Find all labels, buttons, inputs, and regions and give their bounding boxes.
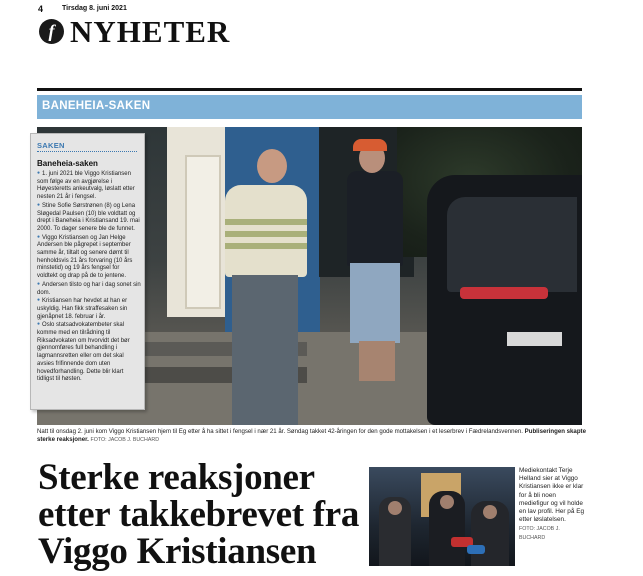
caption-lead: Natt til onsdag 2. juni kom Viggo Kristiansen hjem til Eg etter å ha sittet i fengsel i nær 21 år. Søndag takket 42-åringen for den gode mottakelsen i et leserbrev i Fædrelandsvennen. — [37, 428, 523, 435]
cap — [353, 139, 387, 151]
person-left-jeans — [232, 275, 298, 425]
fact-box-rule — [37, 151, 137, 152]
headline-line: etter takkebrevet fra — [38, 494, 360, 535]
headline-line: Sterke reaksjoner — [38, 457, 315, 498]
person-left-head — [257, 149, 287, 183]
side-photo-credit: FOTO: JACOB J. BUCHARD — [519, 526, 560, 541]
fact-box-body — [37, 170, 141, 384]
issue-date: Tirsdag 8. juni 2021 — [62, 5, 127, 12]
person-right-legs — [359, 341, 395, 381]
fact-box-heading: SAKEN — [37, 141, 65, 150]
house-door — [185, 155, 221, 309]
face — [483, 505, 497, 519]
headline-line: Viggo Kristiansen — [38, 531, 317, 572]
fact-item: ● Viggo Kristiansen og Jan Helge Andersen ble pågrepet i september samme år, tiltalt og senere dømt til henholdsvis 21 års forvaring (10 års minstetid) og 19 års fengsel for voldtekt og drap på de to jentene. — [37, 234, 141, 281]
fact-item: ● Kristiansen har hevdet at han er uskyldig. Han fikk straffesaken sin gjenåpnet 18. februar i år. — [37, 297, 141, 321]
microphone — [467, 545, 485, 554]
photo-credit: FOTO: JACOB J. BUCHARD — [90, 437, 160, 444]
page-number: 4 — [38, 4, 44, 14]
face — [388, 501, 402, 515]
photo-caption — [37, 428, 587, 445]
article-headline — [38, 459, 368, 570]
person-right — [347, 171, 403, 266]
section-banner — [37, 95, 582, 119]
car-taillight — [460, 287, 548, 299]
fact-item: ● Andersen tilsto og har i dag sonet sin dom. — [37, 281, 141, 297]
section-masthead: NYHETER — [70, 14, 231, 49]
caption-bold: Publiseringen skapte sterke reaksjoner. — [37, 428, 586, 444]
face — [440, 495, 454, 509]
fact-item: ● Stine Sofie Sørstrønen (8) og Lena Sløgedal Paulsen (10) ble voldtatt og drept i Baneheia i Kristiansand 19. mai 2000. To dager senere ble de funnet. — [37, 202, 141, 234]
masthead-rule — [37, 88, 582, 91]
newspaper-logo — [39, 19, 64, 44]
shirt-stripe — [225, 219, 307, 225]
fact-box — [30, 133, 145, 410]
fact-box-title: Baneheia-saken — [37, 159, 98, 168]
person-right-shorts — [350, 263, 400, 343]
shirt-stripe — [225, 243, 307, 249]
secondary-photo — [369, 467, 515, 566]
logo-letter: f — [48, 21, 55, 41]
side-caption-text: Mediekontakt Terje Helland sier at Viggo Kristiansen ikke er klar for å bli noen mediefigur og vil holde en lav profil. Her på Eg etter løslatelsen. — [519, 467, 585, 524]
car-window — [447, 197, 577, 292]
license-plate — [507, 332, 562, 346]
fact-item: ● 1. juni 2021 ble Viggo Kristiansen som følge av en avgjørelse i Høyesteretts ankeutvalg, løslatt etter nesten 21 år i fengsel. — [37, 170, 141, 202]
secondary-photo-caption — [519, 467, 585, 542]
section-banner-label: BANEHEIA-SAKEN — [42, 100, 151, 112]
shirt-stripe — [225, 231, 307, 237]
fact-item: ● Oslo statsadvokatembeter skal komme med en tilrådning til Riksadvokaten om hvorvidt det bør gjennomføres full behandling i lagmannsretten eller om det skal avsies frifinnende dom uten hovedforhandling. Dette blir klart tidligst til høsten. — [37, 321, 141, 384]
